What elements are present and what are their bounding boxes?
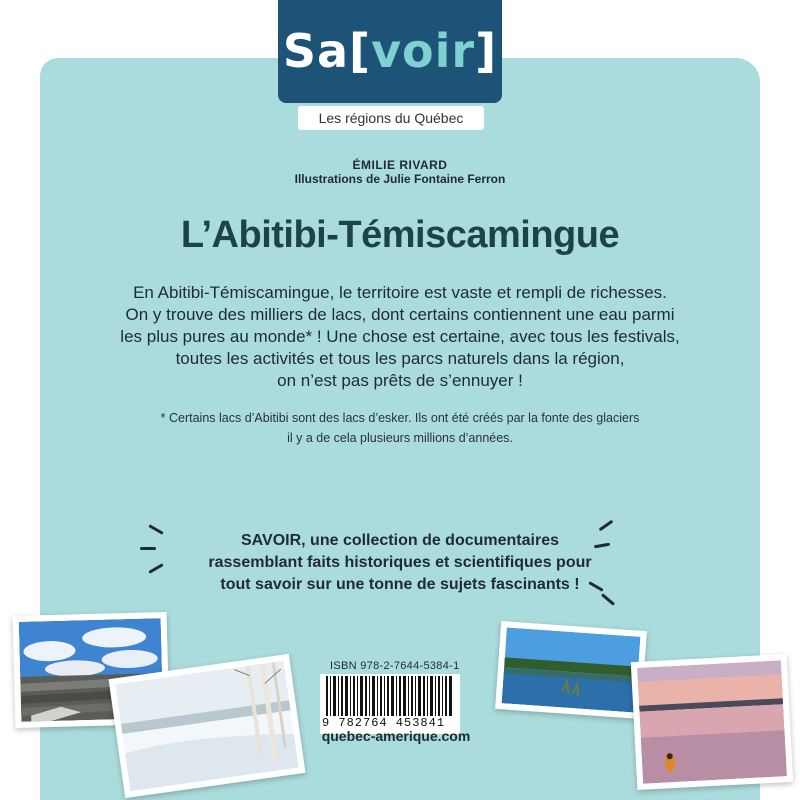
description-line: les plus pures au monde* ! Une chose est certaine, avec tous les festivals, [120, 327, 680, 346]
savoir-logo [278, 0, 502, 103]
isbn-label: ISBN 978-2-7644-5384-1 [330, 660, 460, 672]
description-line: En Abitibi-Témiscamingue, le territoire est vaste et rempli de richesses. [133, 283, 667, 302]
description-line: On y trouve des milliers de lacs, dont certains contiennent une eau parmi [125, 305, 675, 324]
description-paragraph [100, 282, 700, 392]
promo-line: rassemblant faits historiques et scientifiques pour [208, 554, 592, 571]
promo-line: SAVOIR, une collection de documentaires [241, 532, 559, 549]
author-name: ÉMILIE RIVARD [352, 158, 448, 172]
illustrator-credit: Illustrations de Julie Fontaine Ferron [294, 172, 506, 186]
promo-line: tout savoir sur une tonne de sujets fascinants ! [220, 576, 580, 593]
description-line: on n’est pas prêts de s’ennuyer ! [277, 371, 523, 390]
book-title: L’Abitibi-Témiscamingue [180, 214, 620, 256]
collection-subtitle: Les régions du Québec [298, 106, 484, 130]
footnote-line: * Certains lacs d’Abitibi sont des lacs d’esker. Ils ont été créés par la fonte des glaciers [160, 411, 640, 425]
photo-summer-lake [495, 621, 647, 719]
photo-sunset-kayak [631, 654, 793, 790]
logo-wordmark: Sa[voir] [282, 24, 498, 78]
photo-winter-lake [109, 654, 306, 798]
publisher-website[interactable]: quebec-amerique.com [321, 728, 471, 744]
collection-promo [150, 530, 650, 596]
footnote-line: il y a de cela plusieurs millions d’années. [287, 431, 513, 445]
description-line: toutes les activités et tous les parcs naturels dans la région, [175, 349, 625, 368]
barcode-number: 9 782764 453841 [322, 716, 458, 730]
footnote [100, 408, 700, 448]
